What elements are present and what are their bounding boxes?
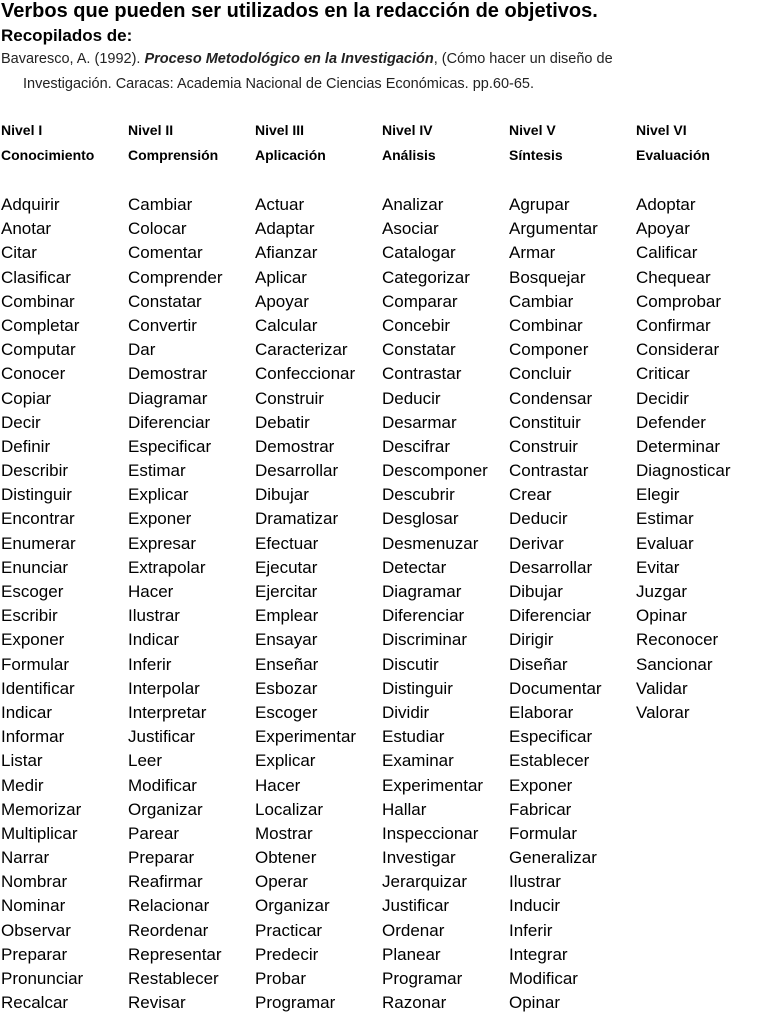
- verb-item: Calcular: [255, 315, 318, 335]
- verb-item: Catalogar: [382, 243, 456, 263]
- level-number-header: Nivel I: [1, 122, 43, 138]
- verb-item: Constatar: [128, 291, 202, 311]
- verb-item: Comparar: [382, 291, 458, 311]
- verb-item: Desglosar: [382, 509, 459, 529]
- verb-item: Operar: [255, 872, 308, 892]
- verb-item: Concebir: [382, 315, 451, 335]
- verb-item: Elaborar: [509, 702, 574, 722]
- verb-item: Inducir: [509, 896, 561, 916]
- verb-item: Elegir: [636, 485, 680, 505]
- verb-item: Indicar: [128, 630, 180, 650]
- verb-item: Construir: [255, 388, 324, 408]
- verb-item: Armar: [509, 243, 556, 263]
- verb-item: Exponer: [509, 775, 573, 795]
- verb-item: Completar: [1, 315, 80, 335]
- verb-item: Sancionar: [636, 654, 713, 674]
- verb-item: Justificar: [128, 727, 196, 747]
- verb-item: Indicar: [1, 702, 53, 722]
- verb-item: Diagramar: [128, 388, 208, 408]
- verb-item: Representar: [128, 944, 222, 964]
- verb-item: Formular: [1, 654, 70, 674]
- verb-item: Experimentar: [255, 727, 357, 747]
- verb-list: [128, 193, 255, 1015]
- verb-item: Observar: [1, 920, 71, 940]
- verb-item: Hacer: [128, 582, 174, 601]
- verb-item: Listar: [1, 751, 43, 771]
- verb-item: Modificar: [128, 775, 197, 795]
- verb-item: Concluir: [509, 364, 572, 384]
- verb-item: Combinar: [509, 315, 583, 335]
- verb-item: Organizar: [255, 896, 330, 916]
- verb-item: Dibujar: [255, 485, 309, 505]
- verb-item: Exponer: [128, 509, 192, 529]
- level-column: [128, 118, 255, 1015]
- verb-item: Esbozar: [255, 678, 318, 698]
- level-name-header: Conocimiento: [1, 147, 95, 163]
- verb-item: Comentar: [128, 243, 203, 263]
- verb-list: [255, 193, 382, 1015]
- verb-item: Identificar: [1, 678, 75, 698]
- verb-item: Examinar: [382, 751, 454, 771]
- verb-item: Diagramar: [382, 582, 462, 601]
- verb-item: Razonar: [382, 993, 447, 1013]
- verb-item: Integrar: [509, 944, 568, 964]
- verb-item: Derivar: [509, 533, 564, 553]
- verb-item: Reafirmar: [128, 872, 203, 892]
- verb-item: Enumerar: [1, 533, 76, 553]
- verb-item: Diferenciar: [128, 412, 211, 432]
- verb-item: Escoger: [255, 702, 318, 722]
- verb-item: Desarrollar: [255, 461, 339, 481]
- verb-item: Discriminar: [382, 630, 467, 650]
- verb-item: Criticar: [636, 364, 690, 384]
- verb-item: Afianzar: [255, 243, 318, 263]
- verb-item: Condensar: [509, 388, 593, 408]
- verb-item: Citar: [1, 243, 37, 263]
- level-number-header: Nivel VI: [636, 122, 687, 138]
- verb-item: Decir: [1, 412, 41, 432]
- verb-item: Apoyar: [636, 219, 690, 239]
- verb-item: Nombrar: [1, 872, 68, 892]
- verb-item: Recalcar: [1, 993, 69, 1013]
- citation-publisher: Investigación. Caracas: Academia Nacional de Ciencias Económicas. pp.60-65.: [23, 76, 534, 92]
- verb-item: Calificar: [636, 243, 698, 263]
- verb-item: Explicar: [128, 485, 189, 505]
- verb-item: Considerar: [636, 340, 720, 360]
- verb-item: Documentar: [509, 678, 602, 698]
- verb-item: Inspeccionar: [382, 823, 479, 843]
- level-name-header: Aplicación: [255, 147, 326, 163]
- verb-item: Narrar: [1, 848, 50, 868]
- verb-item: Justificar: [382, 896, 450, 916]
- level-name-header: Síntesis: [509, 147, 563, 163]
- level-number-header: Nivel III: [255, 122, 305, 138]
- verb-item: Constatar: [382, 340, 456, 360]
- verb-item: Cambiar: [128, 195, 193, 214]
- verb-item: Desarrollar: [509, 557, 593, 577]
- document-title: Verbos que pueden ser utilizados en la redacción de objetivos.: [1, 0, 598, 22]
- verb-item: Enseñar: [255, 654, 319, 674]
- verb-item: Leer: [128, 751, 163, 771]
- citation-book-title: Proceso Metodológico en la Investigación: [144, 51, 434, 67]
- verb-list: [636, 193, 763, 725]
- verb-item: Aplicar: [255, 267, 307, 287]
- verb-item: Especificar: [509, 727, 593, 747]
- verb-item: Comprobar: [636, 291, 722, 311]
- citation-rest: , (Cómo hacer un diseño de: [433, 51, 613, 67]
- verb-item: Copiar: [1, 388, 52, 408]
- verb-item: Interpolar: [128, 678, 200, 698]
- verb-item: Dramatizar: [255, 509, 339, 529]
- verb-item: Restablecer: [128, 969, 219, 988]
- verb-item: Enunciar: [1, 557, 69, 577]
- verb-item: Discutir: [382, 654, 439, 674]
- verb-item: Emplear: [255, 606, 319, 626]
- verb-item: Crear: [509, 485, 552, 505]
- verb-item: Opinar: [636, 606, 688, 626]
- verb-item: Informar: [1, 727, 65, 747]
- verb-item: Computar: [1, 340, 76, 360]
- verb-item: Programar: [382, 969, 463, 988]
- verb-item: Exponer: [1, 630, 65, 650]
- verb-item: Caracterizar: [255, 340, 348, 360]
- verb-item: Formular: [509, 823, 578, 843]
- verb-item: Planear: [382, 944, 441, 964]
- verb-item: Reconocer: [636, 630, 719, 650]
- verb-item: Inferir: [128, 654, 172, 674]
- verb-item: Demostrar: [255, 436, 335, 456]
- verb-list: [382, 193, 509, 1015]
- verb-item: Explicar: [255, 751, 316, 771]
- verb-item: Confeccionar: [255, 364, 356, 384]
- verb-item: Juzgar: [636, 582, 688, 601]
- verb-item: Diseñar: [509, 654, 568, 674]
- verb-item: Ilustrar: [128, 606, 180, 626]
- citation-author: Bavaresco, A. (1992).: [1, 51, 141, 67]
- verb-item: Revisar: [128, 993, 186, 1013]
- verb-item: Anotar: [1, 219, 52, 239]
- verb-item: Bosquejar: [509, 267, 586, 287]
- verb-item: Efectuar: [255, 533, 319, 553]
- verb-item: Combinar: [1, 291, 75, 311]
- verb-item: Apoyar: [255, 291, 309, 311]
- verb-item: Extrapolar: [128, 557, 206, 577]
- verb-item: Evaluar: [636, 533, 694, 553]
- verb-item: Definir: [1, 436, 51, 456]
- verb-item: Inferir: [509, 920, 553, 940]
- verb-item: Establecer: [509, 751, 590, 771]
- verb-item: Cambiar: [509, 291, 574, 311]
- verb-item: Organizar: [128, 799, 203, 819]
- verb-item: Analizar: [382, 195, 444, 214]
- verb-item: Nominar: [1, 896, 66, 916]
- verb-item: Probar: [255, 969, 307, 988]
- level-column: [636, 118, 763, 1015]
- verb-item: Valorar: [636, 702, 690, 722]
- level-column: [255, 118, 382, 1015]
- verb-item: Escoger: [1, 582, 64, 601]
- verb-item: Adoptar: [636, 195, 696, 214]
- verb-item: Convertir: [128, 315, 197, 335]
- verb-item: Diferenciar: [509, 606, 592, 626]
- verb-item: Estimar: [128, 461, 186, 481]
- verb-item: Ordenar: [382, 920, 445, 940]
- verb-item: Pronunciar: [1, 969, 84, 988]
- verb-item: Contrastar: [509, 461, 589, 481]
- level-number-header: Nivel IV: [382, 122, 433, 138]
- verb-item: Constituir: [509, 412, 581, 432]
- verb-item: Ensayar: [255, 630, 318, 650]
- verb-item: Especificar: [128, 436, 212, 456]
- verb-item: Preparar: [128, 848, 195, 868]
- verb-item: Estudiar: [382, 727, 445, 747]
- citation: [1, 47, 741, 97]
- verb-item: Contrastar: [382, 364, 462, 384]
- verb-item: Argumentar: [509, 219, 598, 239]
- verb-item: Adquirir: [1, 195, 60, 214]
- verb-item: Generalizar: [509, 848, 597, 868]
- verb-item: Deducir: [382, 388, 441, 408]
- verb-item: Obtener: [255, 848, 317, 868]
- verb-item: Estimar: [636, 509, 694, 529]
- verb-item: Opinar: [509, 993, 561, 1013]
- verb-item: Dibujar: [509, 582, 563, 601]
- verb-item: Defender: [636, 412, 706, 432]
- verb-item: Decidir: [636, 388, 689, 408]
- verb-item: Memorizar: [1, 799, 82, 819]
- verb-item: Colocar: [128, 219, 187, 239]
- verb-item: Distinguir: [1, 485, 72, 505]
- verb-item: Investigar: [382, 848, 456, 868]
- verb-item: Chequear: [636, 267, 711, 287]
- level-column: [382, 118, 509, 1015]
- verb-item: Fabricar: [509, 799, 572, 819]
- verb-item: Diferenciar: [382, 606, 465, 626]
- verb-item: Mostrar: [255, 823, 313, 843]
- verb-item: Asociar: [382, 219, 439, 239]
- verb-item: Predecir: [255, 944, 319, 964]
- level-column: [509, 118, 636, 1015]
- verb-item: Agrupar: [509, 195, 570, 214]
- level-number-header: Nivel V: [509, 122, 556, 138]
- verb-item: Desarmar: [382, 412, 457, 432]
- verb-item: Descifrar: [382, 436, 451, 456]
- verb-item: Distinguir: [382, 678, 453, 698]
- verb-item: Encontrar: [1, 509, 75, 529]
- verb-item: Actuar: [255, 195, 305, 214]
- verb-item: Deducir: [509, 509, 568, 529]
- verb-item: Dirigir: [509, 630, 554, 650]
- level-name-header: Análisis: [382, 147, 436, 163]
- level-name-header: Evaluación: [636, 147, 710, 163]
- verb-item: Ilustrar: [509, 872, 561, 892]
- verb-list: [509, 193, 636, 1015]
- verb-item: Dividir: [382, 702, 430, 722]
- verb-item: Describir: [1, 461, 69, 481]
- verb-item: Relacionar: [128, 896, 210, 916]
- verb-item: Construir: [509, 436, 578, 456]
- verb-item: Debatir: [255, 412, 310, 432]
- verb-item: Confirmar: [636, 315, 711, 335]
- verbs-table: [1, 118, 768, 1015]
- verb-item: Descomponer: [382, 461, 488, 481]
- verb-item: Preparar: [1, 944, 68, 964]
- verb-item: Comprender: [128, 267, 223, 287]
- verb-item: Adaptar: [255, 219, 315, 239]
- level-column: [1, 118, 128, 1015]
- verb-item: Demostrar: [128, 364, 208, 384]
- verb-item: Medir: [1, 775, 44, 795]
- verb-item: Dar: [128, 340, 156, 360]
- verb-item: Modificar: [509, 969, 578, 988]
- verb-item: Componer: [509, 340, 589, 360]
- verb-item: Interpretar: [128, 702, 207, 722]
- verb-item: Localizar: [255, 799, 324, 819]
- verb-item: Validar: [636, 678, 688, 698]
- verb-item: Parear: [128, 823, 180, 843]
- level-name-header: Comprensión: [128, 147, 219, 163]
- verb-item: Ejecutar: [255, 557, 318, 577]
- verb-item: Clasificar: [1, 267, 71, 287]
- verb-item: Practicar: [255, 920, 323, 940]
- verb-item: Expresar: [128, 533, 197, 553]
- verb-item: Programar: [255, 993, 336, 1013]
- verb-item: Evitar: [636, 557, 680, 577]
- document-subtitle: Recopilados de:: [1, 26, 133, 45]
- verb-item: Jerarquizar: [382, 872, 468, 892]
- verb-item: Conocer: [1, 364, 66, 384]
- verb-item: Descubrir: [382, 485, 455, 505]
- verb-item: Experimentar: [382, 775, 484, 795]
- verb-list: [1, 193, 128, 1015]
- level-number-header: Nivel II: [128, 122, 174, 138]
- verb-item: Ejercitar: [255, 582, 318, 601]
- verb-item: Detectar: [382, 557, 447, 577]
- verb-item: Reordenar: [128, 920, 209, 940]
- verb-item: Determinar: [636, 436, 721, 456]
- verb-item: Desmenuzar: [382, 533, 479, 553]
- verb-item: Escribir: [1, 606, 58, 626]
- verb-item: Hallar: [382, 799, 427, 819]
- verb-item: Categorizar: [382, 267, 470, 287]
- verb-item: Diagnosticar: [636, 461, 731, 481]
- verb-item: Hacer: [255, 775, 301, 795]
- verb-item: Multiplicar: [1, 823, 78, 843]
